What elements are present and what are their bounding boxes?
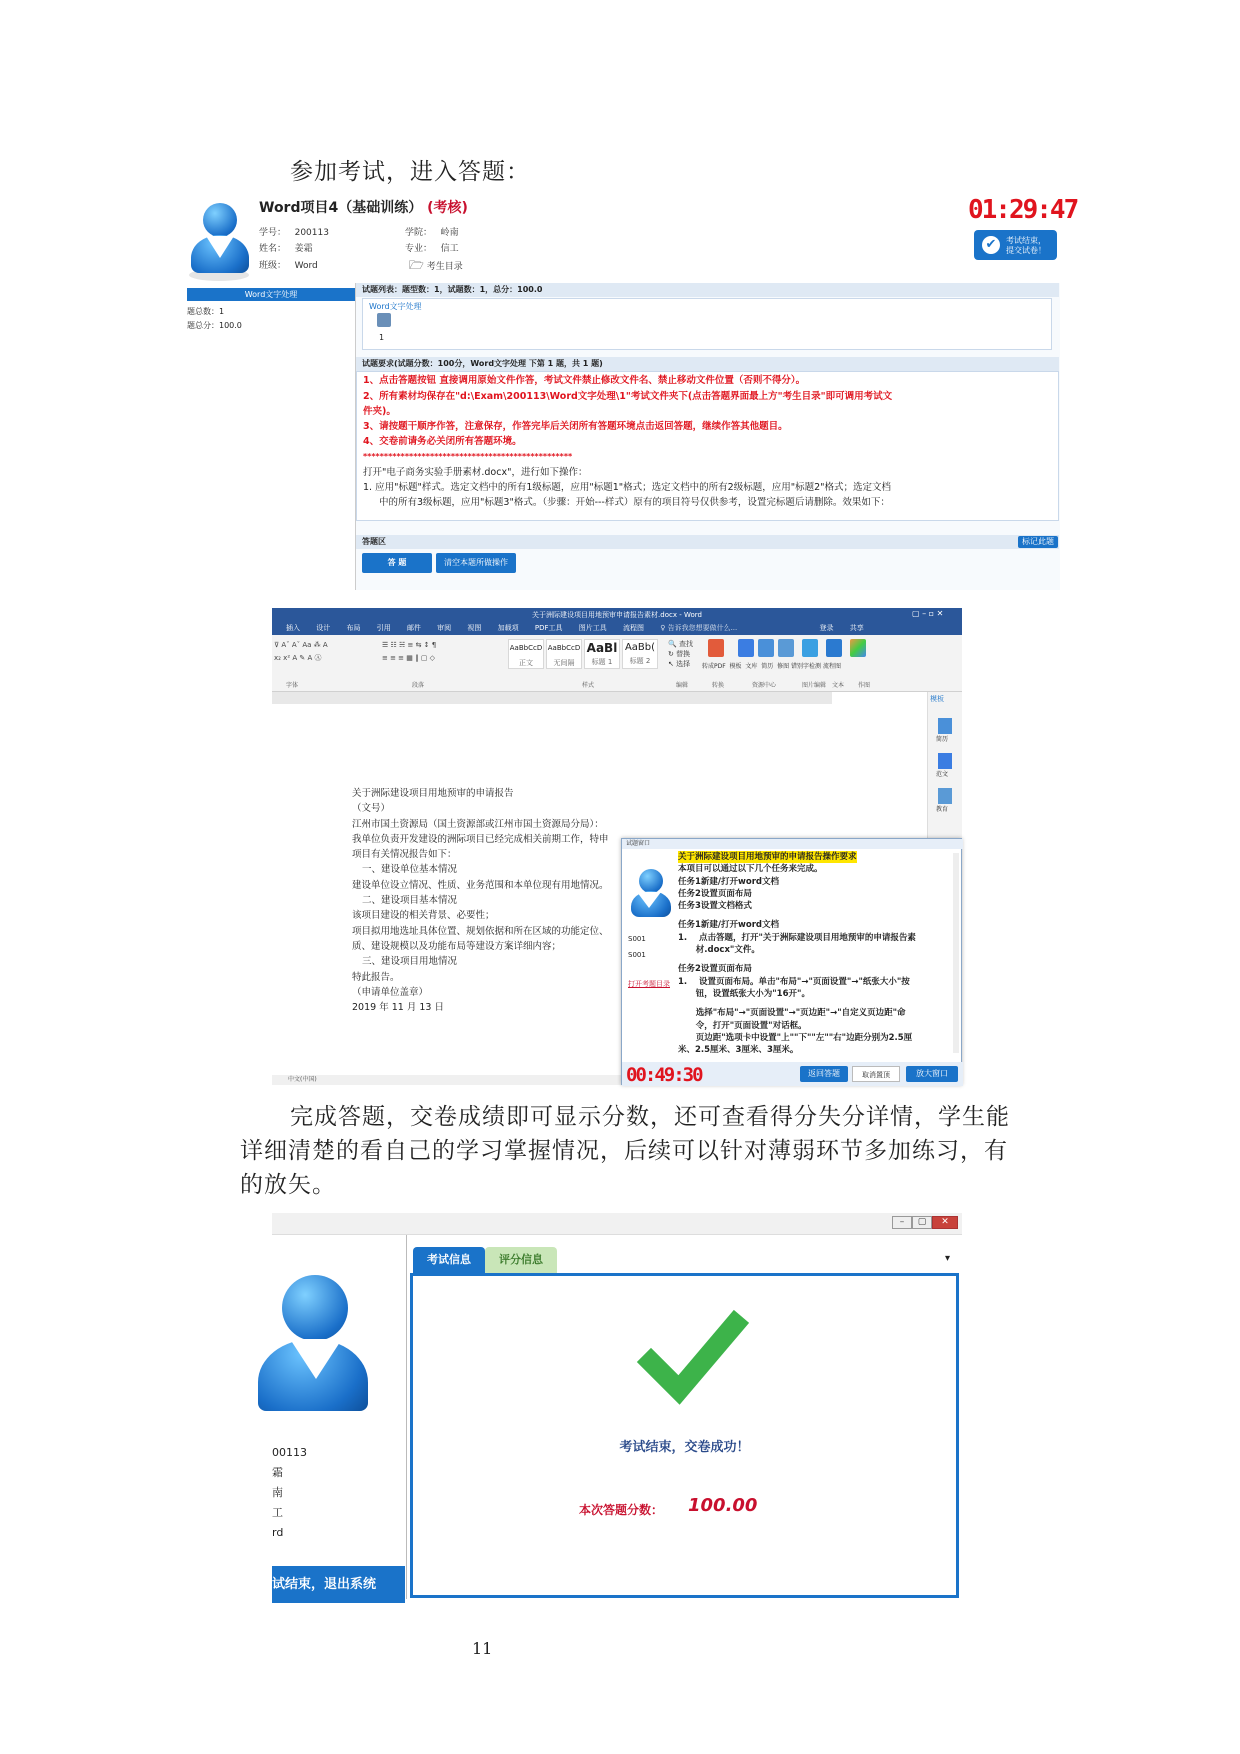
student-name: 姓名： 姜霜 [259,244,313,254]
req-line: 4、交卷前请务必关闭所有答题环境。 [363,436,522,447]
doc-line: 江州市国土资源局（国土资源部或江州市国土资源局分局）： [352,818,604,830]
student-no: 学号： 200113 [259,228,329,238]
doc-line: 2019 年 11 月 13 日 [352,1002,444,1014]
doc-line: 一、建设单位基本情况 [362,864,458,876]
cancel-pin-button[interactable]: 取消置顶 [852,1066,900,1082]
doc-line: 该项目建设的相关背景、必要性； [352,910,495,922]
popup-footer [622,1062,963,1086]
submit-exam-button[interactable]: ✔ 考试结束， 提交试卷！ [974,230,1057,260]
doc-line: （申请单位盖章） [352,986,429,998]
word-window-screenshot [272,608,962,1085]
score-label: 本次答题分数： [579,1503,664,1517]
doc-line: 项目拟用地选址具体位置、规划依据和所在区域的功能定位、 [352,925,609,937]
question-type-panel [187,288,355,590]
style-heading-1[interactable]: AaBl 标题 1 [584,639,620,669]
return-answer-button[interactable]: 返回答题 [800,1066,848,1082]
login-link[interactable]: 登录 [819,624,834,632]
intro-paragraph: 参加考试，进入答题： [290,159,530,185]
edit-document-icon [377,313,391,327]
dropdown-arrow-icon[interactable]: ▾ [945,1253,951,1264]
photo-edit-icon[interactable] [802,639,818,657]
tab-insert[interactable]: 插入 [286,624,300,632]
result-window-screenshot [272,1213,962,1599]
total-questions: 题总数：1 [187,307,225,316]
question-area [355,283,1060,590]
req-line: 1、点击答题按钮 直接调用原始文件作答，考试文件禁止修改文件名、禁止移动文件位置（否则不得分）。 [363,375,806,386]
exam-id: S001 [628,935,646,943]
doc-line: 关于洲际建设项目用地预审的申请报告 [352,788,514,799]
score-value: 100.00 [688,1495,758,1516]
exam-id: S001 [628,951,646,959]
style-normal[interactable]: AaBbCcD 正文 [508,639,544,669]
doc-line: 建设单位设立情况、性质、业务范围和本单位现有用地情况。 [352,879,609,891]
doc-line: 质、建设规模以及功能布局等建设方案详细内容； [352,940,562,952]
clear-answer-button[interactable]: 清空本题所做操作 [436,553,516,573]
education-icon[interactable] [938,788,952,804]
task-line: 1. 应用"标题"样式。选定文档中的所有1级标题，应用"标题1"格式；选定文档中的所有2级标题，应用"标题2"格式；选定文档 [363,482,891,493]
tab-pdf-tools[interactable]: PDF工具 [534,624,563,632]
req-line: 3、请按题干顺序作答，注意保存，作答完毕后关闭所有答题环境点击返回答题，继续作答其他题目。 [363,421,788,432]
document-body[interactable] [352,786,609,1015]
template-icon[interactable] [738,639,754,657]
window-controls[interactable]: ▢ – ▫ ✕ [912,609,944,618]
style-no-spacing[interactable]: AaBbCcD 无间隔 [546,639,582,669]
answer-area-bar: 答题区 [356,535,1059,549]
answer-button[interactable]: 答 题 [362,553,432,573]
tab-exam-info[interactable]: 考试信息 [413,1247,485,1273]
student-class: 班级： Word [259,261,318,271]
popup-instructions: 关于洲际建设项目用地预审的申请报告操作要求 本项目可以通过以下几个任务来完成。 任务1新建/打开word文档 任务2设置页面布局 任务3设置文档格式 任务1新建/打开word文档 1. 点击答题，打开"关于洲际建设项目用地预审的申请报告素 材.docx"文件。 任务2设置页面布局 1. 设置页面布局。单击"布局"→"页面设置"→"纸张大小"按 钮，设置纸张大小为"16开"。 选择"布局"→"页面设置"→"页边距"→"自定义页边距"命 令，打开"页面设置"对话框。 页边距"选项卡中设置"上""下""左""右"边距分别为2.5厘 米、2.5厘米、3厘米、3厘米。 [678,852,916,1056]
enlarge-window-button[interactable]: 放大窗口 [906,1066,958,1082]
exam-window-screenshot [187,195,1078,590]
student-college: 学院： 岭南 [405,228,459,238]
avatar-icon [628,869,674,925]
tool-labels: 转成PDF 模板 文库 简历 修图 错别字检测 流程图 [702,663,841,670]
resume-side-icon[interactable] [938,718,952,734]
tab-design[interactable]: 设计 [316,624,331,632]
template-side-pane: 模板 简历 范文 教育 [927,692,962,1085]
doc-line: （文号） [352,803,391,815]
doc-line: 三、建设项目用地情况 [362,956,458,968]
page-number: 11 [472,1639,493,1658]
ribbon-tabs [272,622,962,635]
result-paragraph-line-2: 详细清楚的看自己的学习掌握情况，后续可以针对薄弱环节多加练习，有 [240,1138,1008,1164]
success-check-icon [643,1314,743,1404]
question-list-bar: 试题列表：题型数：1，试题数：1，总分：100.0 [356,283,1059,297]
word-title-bar: 关于洲际建设项目用地预审申请报告素材.docx - Word [272,608,962,622]
open-question-folder-link[interactable]: 打开考题目录 [628,980,670,988]
doc-line: 二、建设项目基本情况 [362,895,458,907]
ribbon: ⊽ Aˇ Aˇ Aa ⁂ A x₂ x² A ✎ A Ⓐ ☰ ☷ ☵ ≡ ⇆ ↕ ¶ ≡ ≡ ≡ ▦ ‖ ▢ ◇ AaBbCcD 正文 AaBbCcD 无间隔 AaBl 标题 1 AaBb( 标题 2 🔍 查找 ↻ 替换 ↖ 选择 转成PDF 模板 文库 简历 修图 错别字检测 流程图 字体 段落 样式 编辑 转换 资源中心 图片编辑 文本 作图 [272,635,962,692]
tab-picture-tools[interactable]: 图片工具 [578,624,607,632]
doc-line: 特此报告。 [352,971,400,983]
paragraph-controls[interactable]: ☰ ☷ ☵ ≡ ⇆ ↕ ¶ ≡ ≡ ≡ ▦ ‖ ▢ ◇ [382,641,437,662]
tab-layout[interactable]: 布局 [346,624,361,632]
ruler[interactable] [272,692,832,704]
exam-result-content [410,1273,959,1598]
req-line: 件夹)。 [363,406,396,417]
question-requirements [356,371,1059,521]
question-popup-window [621,838,962,1085]
to-pdf-icon[interactable] [708,639,724,657]
total-score: 题总分：100.0 [187,321,242,330]
edit-group[interactable]: 🔍 查找 ↻ 替换 ↖ 选择 [668,640,693,668]
task-open-line: 打开"电子商务实验手册素材.docx"，进行如下操作： [363,467,588,478]
task-line: 中的所有3级标题，应用"标题3"格式。（步骤：开始---样式）原有的项目符号仅供参考，设置完标题后请删除。效果如下： [379,497,890,508]
question-list [362,298,1052,350]
question-item-1[interactable]: 1 [375,313,395,347]
req-divider: ************************************************** [363,452,573,461]
tell-me-search[interactable]: ♀ 告诉我您想要做什么... [660,624,738,632]
exit-system-button[interactable]: 试结束，退出系统 [272,1566,405,1603]
window-controls[interactable]: – ▢ ✕ [882,1216,958,1231]
submit-success-message: 考试结束，交卷成功！ [619,1440,750,1455]
exam-header [187,195,1078,283]
check-icon: ✔ [982,236,1000,254]
resume-icon[interactable] [778,639,794,657]
doc-line: 我单位负责开发建设的洲际项目已经完成相关前期工作，特申 [352,833,609,845]
sample-text-icon[interactable] [938,753,952,769]
avatar-icon [254,1275,370,1423]
avatar-icon [187,203,253,283]
student-major: 专业： 信工 [405,244,459,254]
flowchart-icon[interactable] [850,639,866,657]
tab-word-processing[interactable]: Word文字处理 [187,288,355,301]
question-requirement-bar: 试题要求(试题分数：100分，Word文字处理 下第 1 题，共 1 题) [356,357,1059,371]
folder-icon: 🗁 [409,258,424,272]
student-info: 00113 霜 南 工 rd [272,1446,307,1539]
result-paragraph-line-1: 完成答题，交卷成绩即可显示分数，还可查看得分失分详情，学生能 [290,1104,1010,1130]
tab-view[interactable]: 视图 [467,624,482,632]
result-panel [407,1235,962,1599]
tab-mailings[interactable]: 邮件 [406,624,421,632]
share-button[interactable]: 共享 [849,624,864,632]
candidate-folder-link[interactable]: 🗁 考生目录 [409,258,463,272]
font-controls[interactable]: ⊽ Aˇ Aˇ Aa ⁂ A x₂ x² A ✎ A Ⓐ [274,641,328,662]
student-side-panel [272,1235,407,1599]
window-top-bar [272,1213,962,1235]
side-pane-title: 模板 [930,695,944,703]
tab-flowchart[interactable]: 流程图 [622,624,644,632]
tab-score-info[interactable]: 评分信息 [485,1247,557,1273]
exam-title: Word项目4（基础训练） (考核) [259,200,468,216]
tab-review[interactable]: 审阅 [437,624,452,632]
tab-addins[interactable]: 加载项 [497,624,519,632]
status-bar: 中文(中国) [272,1075,962,1085]
popup-timer: 00:49:30 [626,1064,702,1086]
mark-question-button[interactable]: 标记此题 [1018,536,1058,548]
popup-scrollbar[interactable] [953,853,959,1053]
doc-line: 项目有关情况报告如下： [352,849,457,861]
exam-timer: 01:29:47 [968,195,1078,225]
question-group-label: Word文字处理 [369,302,422,311]
typo-check-icon[interactable] [826,639,842,657]
tab-references[interactable]: 引用 [376,624,391,632]
library-icon[interactable] [758,639,774,657]
popup-title-bar: 试题窗口 [622,839,963,849]
req-line: 2、所有素材均保存在"d:\Exam\200113\Word文字处理\1"考试文件夹下(点击答题界面最上方"考生目录"即可调用考试文 [363,391,893,402]
style-heading-2[interactable]: AaBb( 标题 2 [622,639,658,669]
result-paragraph-line-3: 的放矢。 [240,1172,336,1198]
